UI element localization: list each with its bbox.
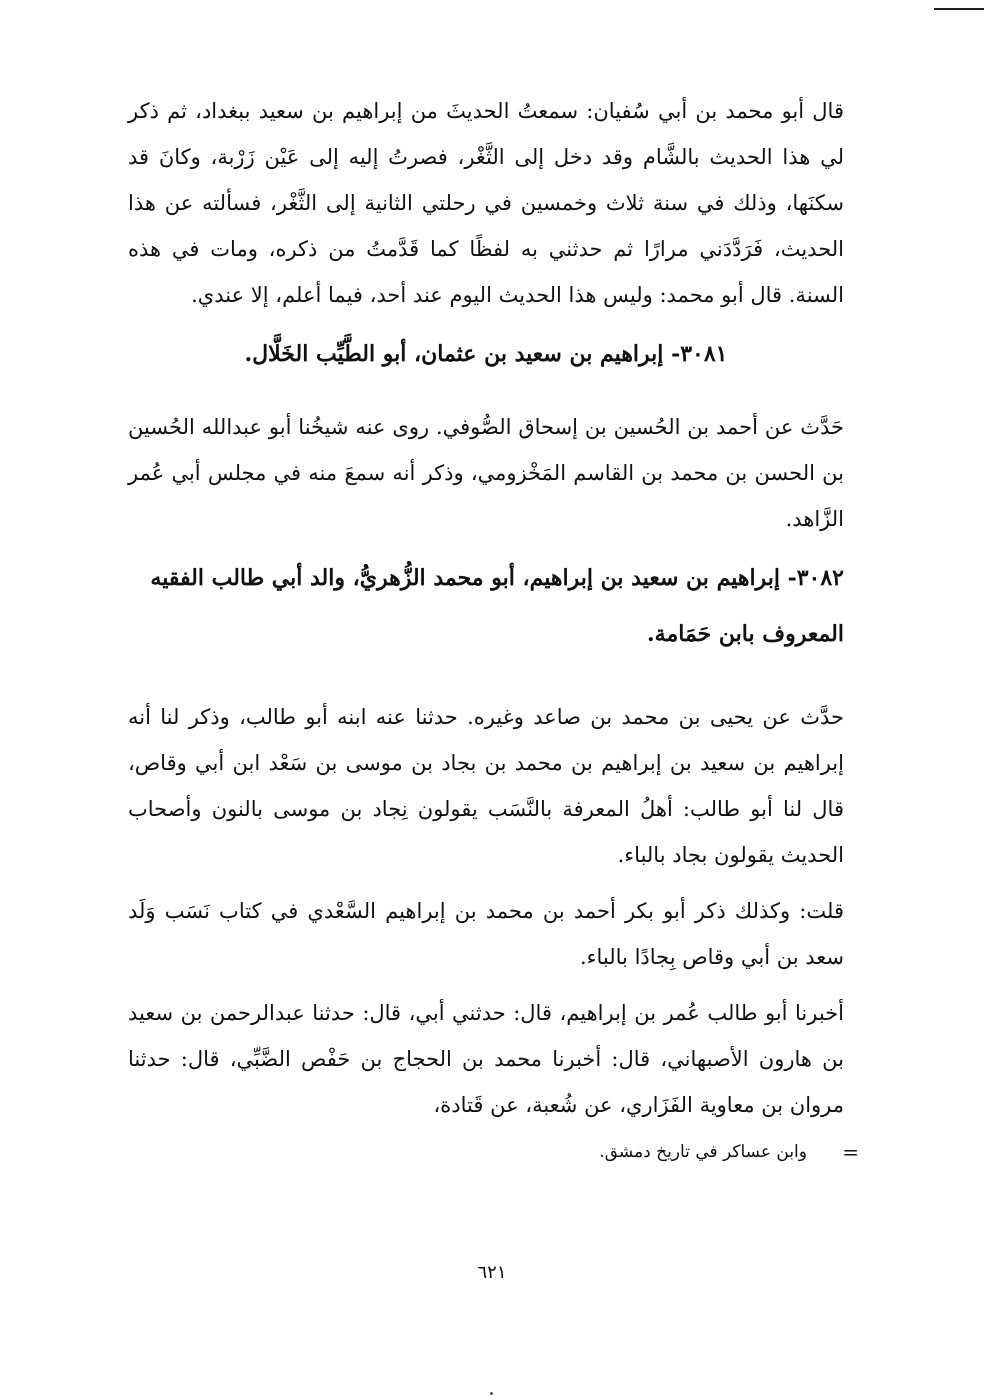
footnote-mark: = — [842, 1140, 859, 1164]
footnote-text: وابن عساكر في تاريخ دمشق. — [599, 1142, 807, 1162]
page-number: ٦٢١ — [477, 1262, 507, 1283]
corner-rule — [934, 8, 984, 10]
page-body — [128, 88, 844, 1128]
paragraph-intro: قال أبو محمد بن أبي سُفيان: سمعتُ الحديثَ من إبراهيم بن سعيد ببغداد، ثم ذكر لي هذا الحديث بالشَّام وقد دخل إلى الثَّغْر، فصرتُ إليه إلى عَيْن زَرْبة، وكانَ قد سكنَها، وذلك في سنة ثلاث وخمسين في رحلتي الثانية إلى الثَّغْر، فسألته عن هذا الحديث، فَرَدَّدَني مرارًا ثم حدثني به لفظًا كما قَدَّمتُ من ذكره، ومات في هذه السنة. قال أبو محمد: وليس هذا الحديث اليوم عند أحد، فيما أعلم، إلا عندي. — [128, 99, 844, 307]
entry-body-3082-p3: أخبرنا أبو طالب عُمر بن إبراهيم، قال: حدثني أبي، قال: حدثنا عبدالرحمن بن سعيد بن هارون الأصبهاني، قال: أخبرنا محمد بن الحجاج بن حَفْص الضَّبِّي، قال: حدثنا مروان بن معاوية الفَزَاري، عن شُعبة، عن قَتادة، — [128, 1001, 844, 1117]
scan-speck — [490, 1392, 493, 1395]
entry-body-3082-p2: قلت: وكذلك ذكر أبو بكر أحمد بن محمد بن إبراهيم السَّعْدي في كتاب نَسَب وَلَد سعد بن أبي وقاص بِجادًا بالباء. — [128, 899, 844, 969]
entry-heading-3081: ٣٠٨١- إبراهيم بن سعيد بن عثمان، أبو الطَّيِّب الخَلَّال. — [244, 341, 728, 367]
footnote — [143, 1140, 859, 1164]
entry-body-3082-p1: حدَّث عن يحيى بن محمد بن صاعد وغيره. حدثنا عنه ابنه أبو طالب، وذكر لنا أنه إبراهيم بن سعيد بن إبراهيم بن محمد بن بجاد بن موسى بن سَعْد ابن أبي وقاص، قال لنا أبو طالب: أهلُ المعرفة بالنَّسَب يقولون نِجاد بن موسى بالنون وأصحاب الحديث يقولون بجاد بالباء. — [128, 705, 844, 867]
entry-body-3081: حَدَّث عن أحمد بن الحُسين بن إسحاق الصُّوفي. روى عنه شيخُنا أبو عبدالله الحُسين بن الحسن بن محمد بن القاسم المَخْزومي، وذكر أنه سمعَ منه في مجلس أبي عُمر الزَّاهد. — [128, 415, 844, 531]
entry-heading-3082: ٣٠٨٢- إبراهيم بن سعيد بن إبراهيم، أبو محمد الزُّهريُّ، والد أبي طالب الفقيه المعروف بابن حَمَامة. — [150, 565, 844, 647]
